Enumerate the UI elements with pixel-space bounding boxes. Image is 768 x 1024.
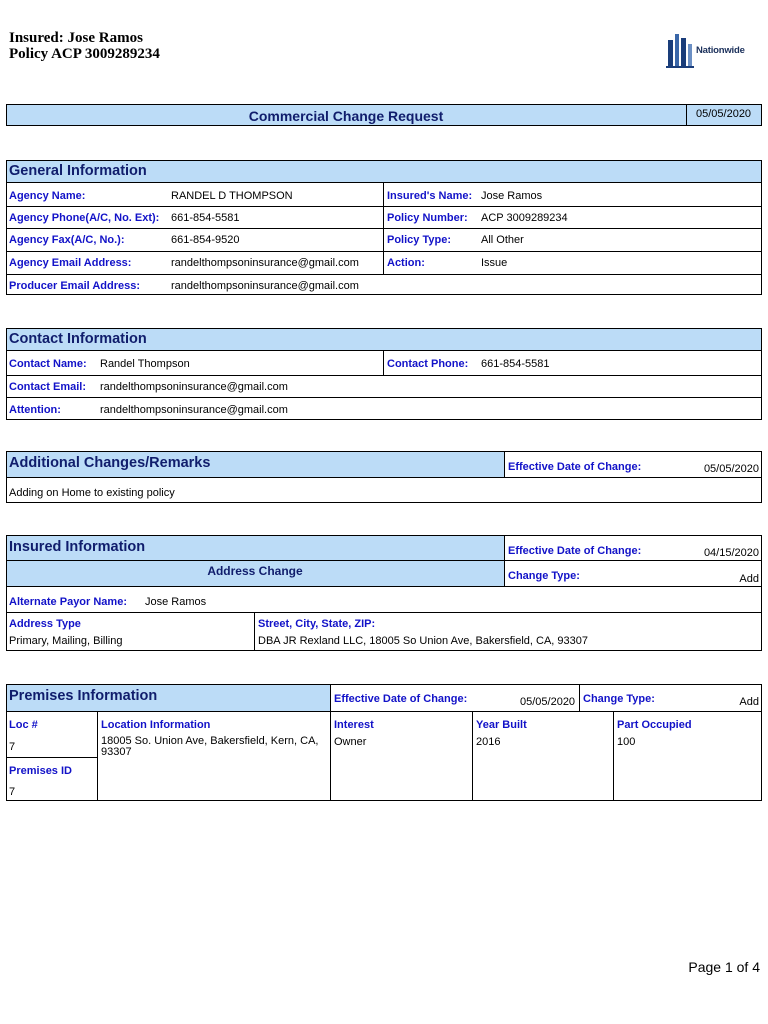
- location-info-value: [101, 736, 318, 758]
- insured-line: Insured: Jose Ramos: [9, 30, 143, 46]
- premises-change-type: Add: [739, 696, 759, 708]
- premises-id-label: Premises ID: [9, 765, 72, 777]
- premises-effective-date: 05/05/2020: [520, 696, 576, 708]
- location-info-label: Location Information: [101, 719, 211, 731]
- insured-change-type-label: Change Type:: [508, 570, 580, 582]
- remarks-text: Adding on Home to existing policy: [9, 487, 175, 499]
- remarks-heading: Additional Changes/Remarks: [9, 455, 211, 471]
- part-occupied-value: 100: [617, 736, 636, 748]
- action-value: Issue: [481, 257, 508, 269]
- insured-effective-date: 04/15/2020: [703, 547, 759, 559]
- agency-name: RANDEL D THOMPSON: [171, 190, 293, 202]
- loc-value: 7: [9, 741, 16, 753]
- nationwide-eagle-icon: [666, 32, 694, 70]
- contact-phone: 661-854-5581: [481, 358, 550, 370]
- remarks-effective-date-label: Effective Date of Change:: [508, 461, 642, 473]
- producer-email-label: Producer Email Address:: [9, 280, 141, 292]
- action-label: Action:: [387, 257, 425, 269]
- agency-name-label: Agency Name:: [9, 190, 86, 202]
- alternate-payor: Jose Ramos: [145, 596, 207, 608]
- part-occupied-label: Part Occupied: [617, 719, 692, 731]
- page-title: Commercial Change Request: [248, 108, 444, 124]
- year-built-value: 2016: [476, 736, 501, 748]
- header-title: [9, 30, 160, 62]
- agency-email-label: Agency Email Address:: [9, 257, 132, 269]
- policy-type: All Other: [481, 234, 524, 246]
- premises-effective-date-label: Effective Date of Change:: [334, 693, 468, 705]
- interest-value: Owner: [334, 736, 367, 748]
- contact-email-label: Contact Email:: [9, 381, 87, 393]
- year-built-label: Year Built: [476, 719, 527, 731]
- street-address: DBA JR Rexland LLC, 18005 So Union Ave, Bakersfield, CA, 93307: [258, 635, 588, 647]
- remarks-effective-date: 05/05/2020: [703, 463, 759, 475]
- street-label: Street, City, State, ZIP:: [258, 618, 376, 630]
- agency-phone-label: Agency Phone(A/C, No. Ext):: [9, 212, 160, 224]
- policy-line: Policy ACP 3009289234: [9, 46, 160, 62]
- policy-number-label: Policy Number:: [387, 212, 468, 224]
- agency-email: randelthompsoninsurance@gmail.com: [171, 257, 359, 269]
- agency-fax: 661-854-9520: [171, 234, 240, 246]
- insured-change-type: Add: [739, 573, 759, 585]
- contact-name: Randel Thompson: [100, 358, 190, 370]
- insured-name: Jose Ramos: [481, 190, 543, 202]
- contact-phone-label: Contact Phone:: [387, 358, 469, 370]
- premises-information-heading: Premises Information: [9, 688, 158, 704]
- location-line-1: 18005 So. Union Ave, Bakersfield, Kern, CA,: [101, 735, 319, 747]
- address-change-heading: Address Change: [207, 564, 303, 578]
- contact-name-label: Contact Name:: [9, 358, 87, 370]
- attention-label: Attention:: [9, 404, 61, 416]
- policy-number: ACP 3009289234: [481, 212, 568, 224]
- attention-value: randelthompsoninsurance@gmail.com: [100, 404, 288, 416]
- alternate-payor-label: Alternate Payor Name:: [9, 596, 127, 608]
- premises-id-value: 7: [9, 786, 16, 798]
- insured-effective-date-label: Effective Date of Change:: [508, 545, 642, 557]
- insured-information-heading: Insured Information: [9, 539, 146, 555]
- agency-phone: 661-854-5581: [171, 212, 240, 224]
- contact-information-heading: Contact Information: [9, 331, 147, 347]
- contact-email: randelthompsoninsurance@gmail.com: [100, 381, 288, 393]
- general-information-heading: General Information: [9, 163, 147, 179]
- address-type-label: Address Type: [9, 618, 81, 630]
- agency-fax-label: Agency Fax(A/C, No.):: [9, 234, 125, 246]
- insured-name-label: Insured's Name:: [387, 190, 473, 202]
- loc-label: Loc #: [9, 719, 38, 731]
- location-line-2: 93307: [101, 746, 132, 758]
- address-type: Primary, Mailing, Billing: [9, 635, 123, 647]
- interest-label: Interest: [334, 719, 374, 731]
- policy-type-label: Policy Type:: [387, 234, 451, 246]
- nationwide-logo: [666, 32, 766, 70]
- logo-text: Nationwide: [696, 45, 745, 56]
- page-number: Page 1 of 4: [688, 959, 760, 975]
- producer-email: randelthompsoninsurance@gmail.com: [171, 280, 359, 292]
- request-date: 05/05/2020: [696, 108, 752, 120]
- premises-change-type-label: Change Type:: [583, 693, 655, 705]
